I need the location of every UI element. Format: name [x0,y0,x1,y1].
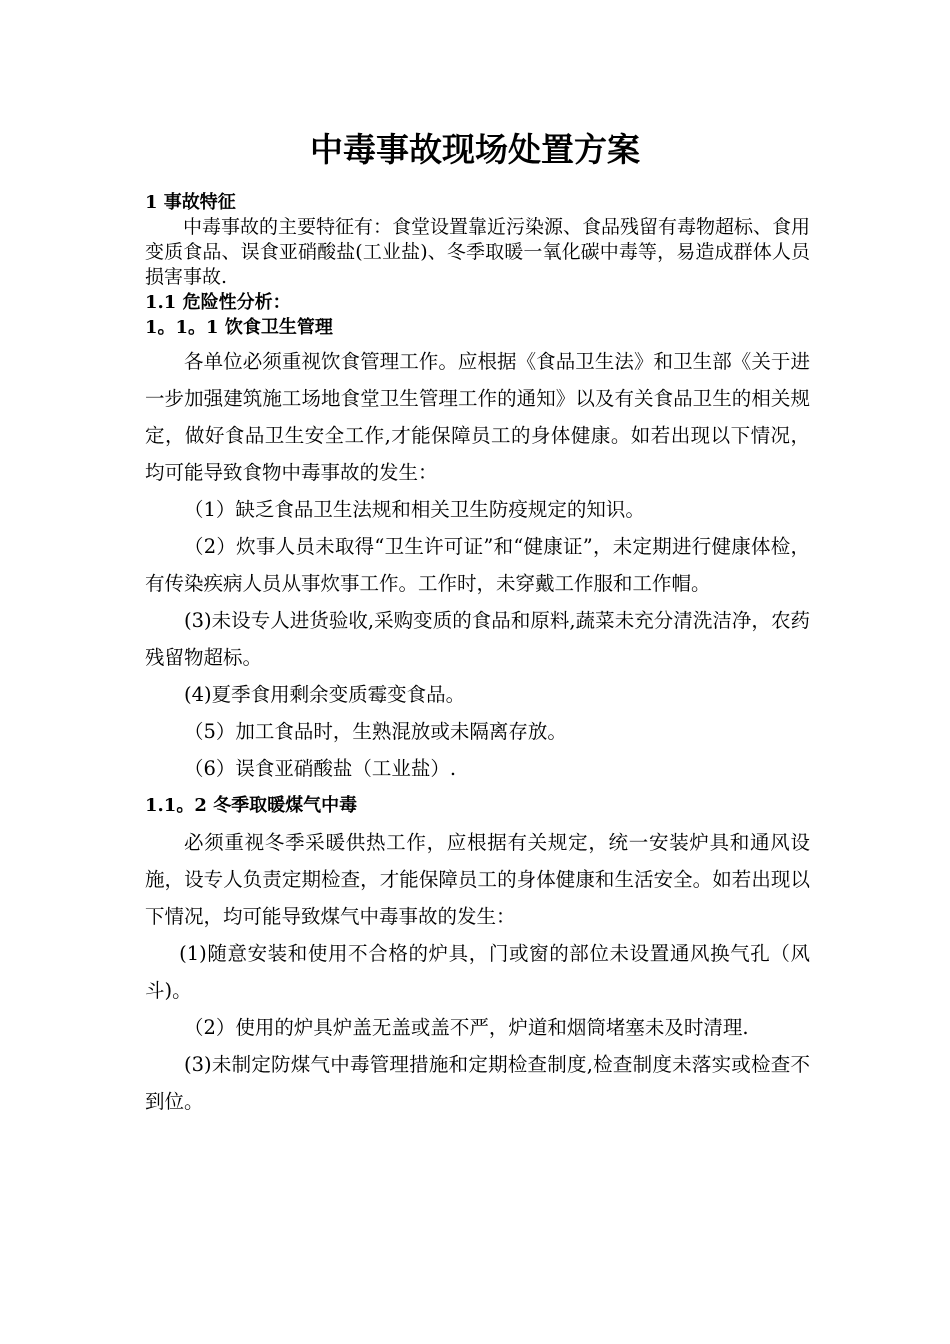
list-item: (3)未设专人进货验收,采购变质的食品和原料,蔬菜未充分清洗洁净，农药残留物超标。 [145,609,810,669]
paragraph: 各单位必须重视饮食管理工作。应根据《食品卫生法》和卫生部《关于进一步加强建筑施工场地食堂卫生管理工作的通知》以及有关食品卫生的相关规定，做好食品卫生安全工作,才能保障员工的身体健康。如若出现以下情况，均可能导致食物中毒事故的发生： [145,350,810,484]
list-item: （6）误食亚硝酸盐（工业盐）. [184,757,457,780]
list-item: （5）加工食品时，生熟混放或未隔离存放。 [184,720,567,743]
list-item: (3)未制定防煤气中毒管理措施和定期检查制度,检查制度未落实或检查不到位。 [145,1053,810,1113]
section-heading-risk-analysis: 1.1 危险性分析： [145,292,291,313]
document-body [145,190,810,1120]
section-heading-accident-features: 1 事故特征 [145,192,236,213]
section-heading-winter-gas-poisoning: 1.1。2 冬季取暖煤气中毒 [145,795,358,816]
paragraph: 中毒事故的主要特征有：食堂设置靠近污染源、食品残留有毒物超标、食用变质食品、误食亚硝酸盐(工业盐)、冬季取暖一氧化碳中毒等，易造成群体人员损害事故. [145,216,811,288]
list-item: （1）缺乏食品卫生法规和相关卫生防疫规定的知识。 [184,498,645,521]
paragraph: 必须重视冬季采暖供热工作，应根据有关规定，统一安装炉具和通风设施，设专人负责定期检查，才能保障员工的身体健康和生活安全。如若出现以下情况，均可能导致煤气中毒事故的发生： [145,831,810,928]
list-item: （2）使用的炉具炉盖无盖或盖不严，炉道和烟筒堵塞未及时清理. [184,1016,749,1039]
list-item: (4)夏季食用剩余变质霉变食品。 [184,683,466,706]
section-heading-food-hygiene: 1。1。1 饮食卫生管理 [145,317,333,338]
list-item: （2）炊事人员未取得“卫生许可证”和“健康证”，未定期进行健康体检，有传染疾病人员从事炊事工作。工作时，未穿戴工作服和工作帽。 [145,535,810,595]
list-item: (1)随意安装和使用不合格的炉具，门或窗的部位未设置通风换气孔（风斗)。 [145,942,810,1002]
document-title: 中毒事故现场处置方案 [310,130,640,169]
